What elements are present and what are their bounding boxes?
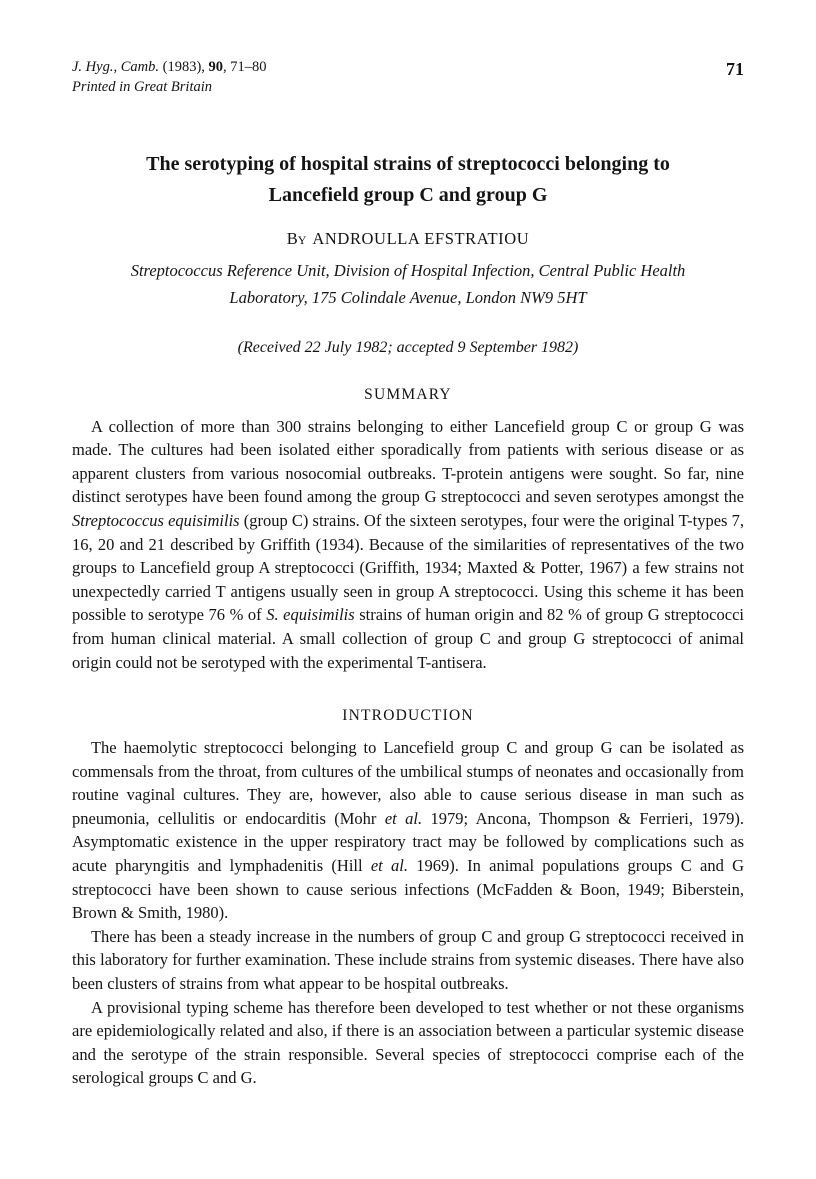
journal-info — [72, 58, 267, 97]
summary-body — [72, 415, 744, 675]
received-note: (Received 22 July 1982; accepted 9 September 1982) — [237, 338, 579, 356]
introduction-heading: INTRODUCTION — [342, 707, 474, 725]
summary-heading: SUMMARY — [364, 385, 452, 403]
page-header — [72, 58, 744, 97]
summary-section — [72, 386, 744, 675]
article-title — [72, 149, 744, 211]
article-title-line1: The serotyping of hospital strains of streptococci belonging to — [146, 153, 670, 176]
summary-paragraph: A collection of more than 300 strains belonging to either Lancefield group C or group G was made. The cultures had been isolated either sporadically from patients with serious disease or as apparent clusters from various nosocomial outbreaks. T-protein antigens were sought. So far, nine distinct serotypes have been found among the group G streptococci and seven serotypes amongst the Streptococcus equisimilis (group C) strains. Of the sixteen serotypes, four were the original T-types 7, 16, 20 and 21 described by Griffith (1934). Because of the similarities of representatives of the two groups to Lancefield group A streptococci (Griffith, 1934; Maxted & Potter, 1967) a few strains not unexpectedly carried T antigens usually seen in group A streptococci. Using this scheme it has been possible to serotype 76 % of S. equisimilis strains of human origin and 82 % of group G streptococci from human clinical material. A small collection of group C and group G streptococci of animal origin could not be serotyped with the experimental T-antisera. — [72, 416, 744, 672]
author-name: ANDROULLA EFSTRATIOU — [312, 229, 530, 249]
byline-prefix: By — [286, 229, 307, 249]
intro-paragraph-1: The haemolytic streptococci belonging to Lancefield group C and group G can be isolated as commensals from the throat, from cultures of the umbilical stumps of neonates and occasionally from routine vaginal cultures. They are, however, also able to cause serious disease in man such as pneumonia, cellulitis or endocarditis (Mohr et al. 1979; Ancona, Thompson & Ferrieri, 1979). Asymptomatic existence in the upper respiratory tract may be followed by complications such as acute pharyngitis and lymphadenitis (Hill et al. 1969). In animal populations groups C and G streptococci have been shown to cause serious infections (McFadden & Boon, 1949; Biberstein, Brown & Smith, 1980). — [72, 738, 745, 923]
article-title-line2: Lancefield group C and group G — [268, 184, 548, 207]
introduction-body — [72, 736, 744, 1090]
affiliation-line1: Streptococcus Reference Unit, Division of Hospital Infection, Central Public Health — [130, 261, 686, 281]
printed-in-note: Printed in Great Britain — [72, 78, 213, 95]
intro-paragraph-2: There has been a steady increase in the numbers of group C and group G streptococci received in this laboratory for further examination. These include strains from systemic diseases. There have also been clusters of strains from what appear to be hospital outbreaks. — [72, 926, 744, 994]
affiliation-line2: Laboratory, 175 Colindale Avenue, London NW9 5HT — [229, 287, 587, 307]
affiliation — [72, 258, 744, 311]
page-number: 71 — [726, 59, 744, 79]
introduction-section — [72, 707, 744, 1090]
intro-paragraph-3: A provisional typing scheme has therefore been developed to test whether or not these organisms are epidemiologically related and also, if there is an association between a particular systemic disease and the serotype of the strain responsible. Several species of streptococci comprise each of the serological groups C and G. — [72, 997, 744, 1088]
journal-citation: J. Hyg., Camb. (1983), 90, 71–80 — [72, 59, 267, 75]
byline — [72, 229, 744, 249]
